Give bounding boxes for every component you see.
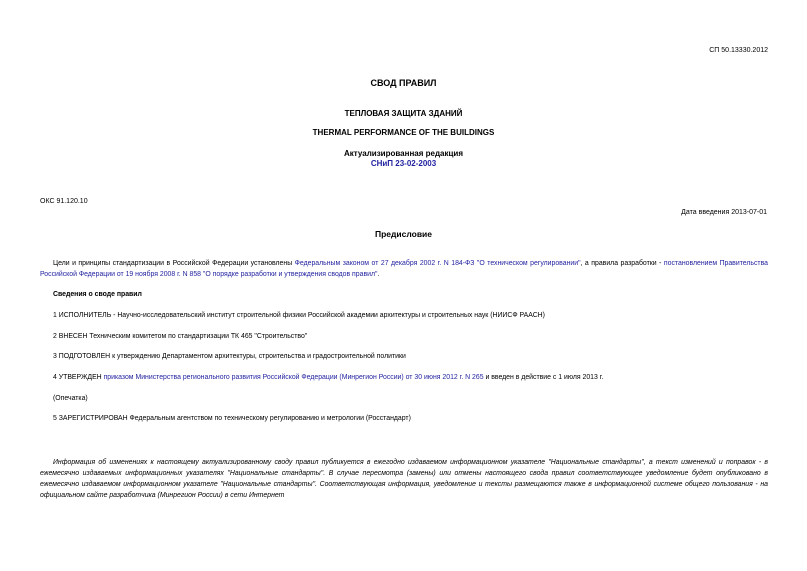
preface-text-a: Цели и принципы стандартизации в Российской Федерации установлены (53, 260, 295, 267)
oks-code: ОКС 91.120.10 (40, 198, 88, 205)
preface-text-c: . (377, 271, 380, 278)
item-approved-suffix: и введен в действие с 1 июля 2013 г. (483, 374, 604, 381)
changes-notice-paragraph: Информация об изменениях к настоящему актуализированному своду правил публикуется в ежегодно издаваемом информационном указателе "Национальные стандарты", а текст изменений и поправок - в ежемесячно издаваемых информационных указателях "Национальные стандарты". В случае пересмотра (замены) или отмены настоящего свода правил соответствующее уведомление будет опубликовано в ежемесячно издаваемом информационном указателе "Национальные стандарты". Соответствующая информация, уведомление и тексты размещаются также в информационной системе общего пользования - на официальном сайте разработчика (Минрегион России) в сети Интернет (40, 459, 768, 499)
item-executor: 1 ИСПОЛНИТЕЛЬ - Научно-исследовательский институт строительной физики Российской академии архитектуры и строительных наук (НИИСФ РААСН) (53, 312, 545, 319)
title-ru: ТЕПЛОВАЯ ЗАЩИТА ЗДАНИЙ (344, 109, 463, 118)
ministry-order-link[interactable]: приказом Министерства регионального развития Российской Федерации (Минрегион России) от 30 июня 2012 г. N 265 (103, 374, 484, 381)
effective-date: Дата введения 2013-07-01 (681, 209, 767, 216)
federal-law-link[interactable]: Федеральным законом от 27 декабря 2002 г. N 184-ФЗ "О техническом регулировании" (294, 260, 581, 267)
info-heading: Сведения о своде правил (53, 291, 142, 298)
snip-link[interactable]: СНиП 23-02-2003 (370, 159, 437, 168)
item-submitted: 2 ВНЕСЕН Техническим комитетом по стандартизации ТК 465 "Строительство" (53, 333, 308, 340)
item-approved-prefix: 4 УТВЕРЖДЕН (53, 374, 104, 381)
preface-text-b: , а правила разработки - (580, 260, 664, 267)
edition-label: Актуализированная редакция (344, 149, 463, 158)
title-en: THERMAL PERFORMANCE OF THE BUILDINGS (312, 128, 495, 137)
errata-note: (Опечатка) (53, 395, 88, 402)
document-code: СП 50.13330.2012 (709, 47, 768, 54)
item-prepared: 3 ПОДГОТОВЛЕН к утверждению Департаментом архитектуры, строительства и градостроительной политики (53, 353, 406, 360)
government-decree-link[interactable]: постановлением Правительства Российской Федерации от 19 ноября 2008 г. N 858 "О порядке разработки и утверждения сводов правил" (40, 260, 769, 278)
preface-heading: Предисловие (374, 229, 433, 239)
item-registered: 5 ЗАРЕГИСТРИРОВАН Федеральным агентством по техническому регулированию и метрологии (Росстандарт) (53, 415, 411, 422)
svod-heading: СВОД ПРАВИЛ (370, 78, 437, 88)
item-approved (53, 374, 603, 381)
preface-paragraph (40, 258, 768, 280)
